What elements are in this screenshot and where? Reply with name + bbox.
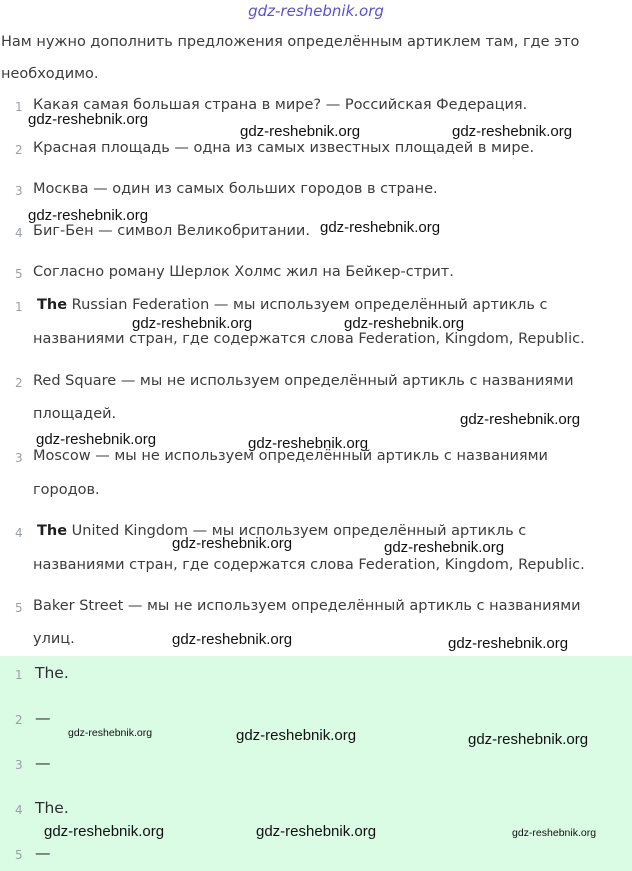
sentence-number: 5 — [15, 267, 23, 281]
answer-text: — — [35, 754, 51, 772]
watermark: gdz-reshebnik.org — [240, 123, 361, 140]
explanation-text: United Kingdom — мы используем определённый артикль с — [67, 523, 527, 539]
article-the: The — [37, 523, 68, 539]
watermark: gdz-reshebnik.org — [172, 631, 293, 648]
explanation-line: городов. — [33, 482, 100, 498]
answer-text: — — [35, 844, 51, 862]
sentence-text: Согласно роману Шерлок Холмс жил на Бейкер-стрит. — [33, 264, 454, 280]
watermark: gdz-reshebnik.org — [28, 207, 149, 224]
watermark: gdz-reshebnik.org — [384, 539, 505, 556]
explanation-line: Baker Street — мы не используем определённый артикль с названиями — [33, 598, 581, 614]
answer-text: The. — [35, 664, 69, 682]
sentence-text: Биг-Бен — символ Великобритании. — [33, 223, 310, 239]
explanation-line: площадей. — [33, 406, 117, 422]
watermark: gdz-reshebnik.org — [256, 823, 377, 840]
sentence-number: 1 — [15, 100, 23, 114]
sentence-text: Красная площадь — одна из самых известных площадей в мире. — [33, 140, 535, 156]
explanation-line: Red Square — мы не используем определённый артикль с названиями — [33, 373, 574, 389]
intro-line-2: необходимо. — [1, 66, 99, 82]
explanation-number: 2 — [15, 376, 23, 390]
answer-number: 4 — [15, 803, 23, 817]
answer-number: 2 — [15, 713, 23, 727]
watermark: gdz-reshebnik.org — [68, 727, 153, 739]
explanation-number: 1 — [15, 300, 23, 314]
answer-number: 5 — [15, 848, 23, 862]
watermark: gdz-reshebnik.org — [452, 123, 573, 140]
sentence-text: Москва — один из самых больших городов в стране. — [33, 181, 438, 197]
intro-line-1: Нам нужно дополнить предложения определённым артиклем там, где это — [1, 34, 580, 50]
explanation-number: 3 — [15, 451, 23, 465]
answer-number: 1 — [15, 668, 23, 682]
watermark: gdz-reshebnik.org — [172, 535, 293, 552]
watermark: gdz-reshebnik.org — [448, 635, 569, 652]
watermark: gdz-reshebnik.org — [460, 411, 581, 428]
watermark: gdz-reshebnik.org — [468, 731, 589, 748]
watermark: gdz-reshebnik.org — [236, 727, 357, 744]
answer-text: — — [35, 709, 51, 727]
explanation-line: улиц. — [33, 631, 75, 647]
explanation-number: 4 — [15, 526, 23, 540]
sentence-number: 2 — [15, 143, 23, 157]
watermark: gdz-reshebnik.org — [132, 315, 253, 332]
watermark: gdz-reshebnik.org — [28, 111, 149, 128]
explanation-line: Moscow — мы не используем определённый артикль с названиями — [33, 448, 548, 464]
explanation-line: названиями стран, где содержатся слова Federation, Kingdom, Republic. — [33, 331, 585, 347]
site-header: gdz-reshebnik.org — [248, 2, 384, 20]
watermark: gdz-reshebnik.org — [512, 827, 597, 839]
explanation-number: 5 — [15, 601, 23, 615]
sentence-text: Какая самая большая страна в мире? — Российская Федерация. — [33, 97, 528, 113]
explanation-line: названиями стран, где содержатся слова Federation, Kingdom, Republic. — [33, 557, 585, 573]
sentence-number: 3 — [15, 184, 23, 198]
explanation-text: Russian Federation — мы используем определённый артикль с — [67, 297, 548, 313]
answer-number: 3 — [15, 758, 23, 772]
sentence-number: 4 — [15, 226, 23, 240]
watermark: gdz-reshebnik.org — [344, 315, 465, 332]
explanation-line — [37, 297, 548, 313]
answer-text: The. — [35, 799, 69, 817]
watermark: gdz-reshebnik.org — [320, 219, 441, 236]
watermark: gdz-reshebnik.org — [36, 431, 157, 448]
article-the: The — [37, 297, 68, 313]
watermark: gdz-reshebnik.org — [248, 435, 369, 452]
watermark: gdz-reshebnik.org — [44, 823, 165, 840]
